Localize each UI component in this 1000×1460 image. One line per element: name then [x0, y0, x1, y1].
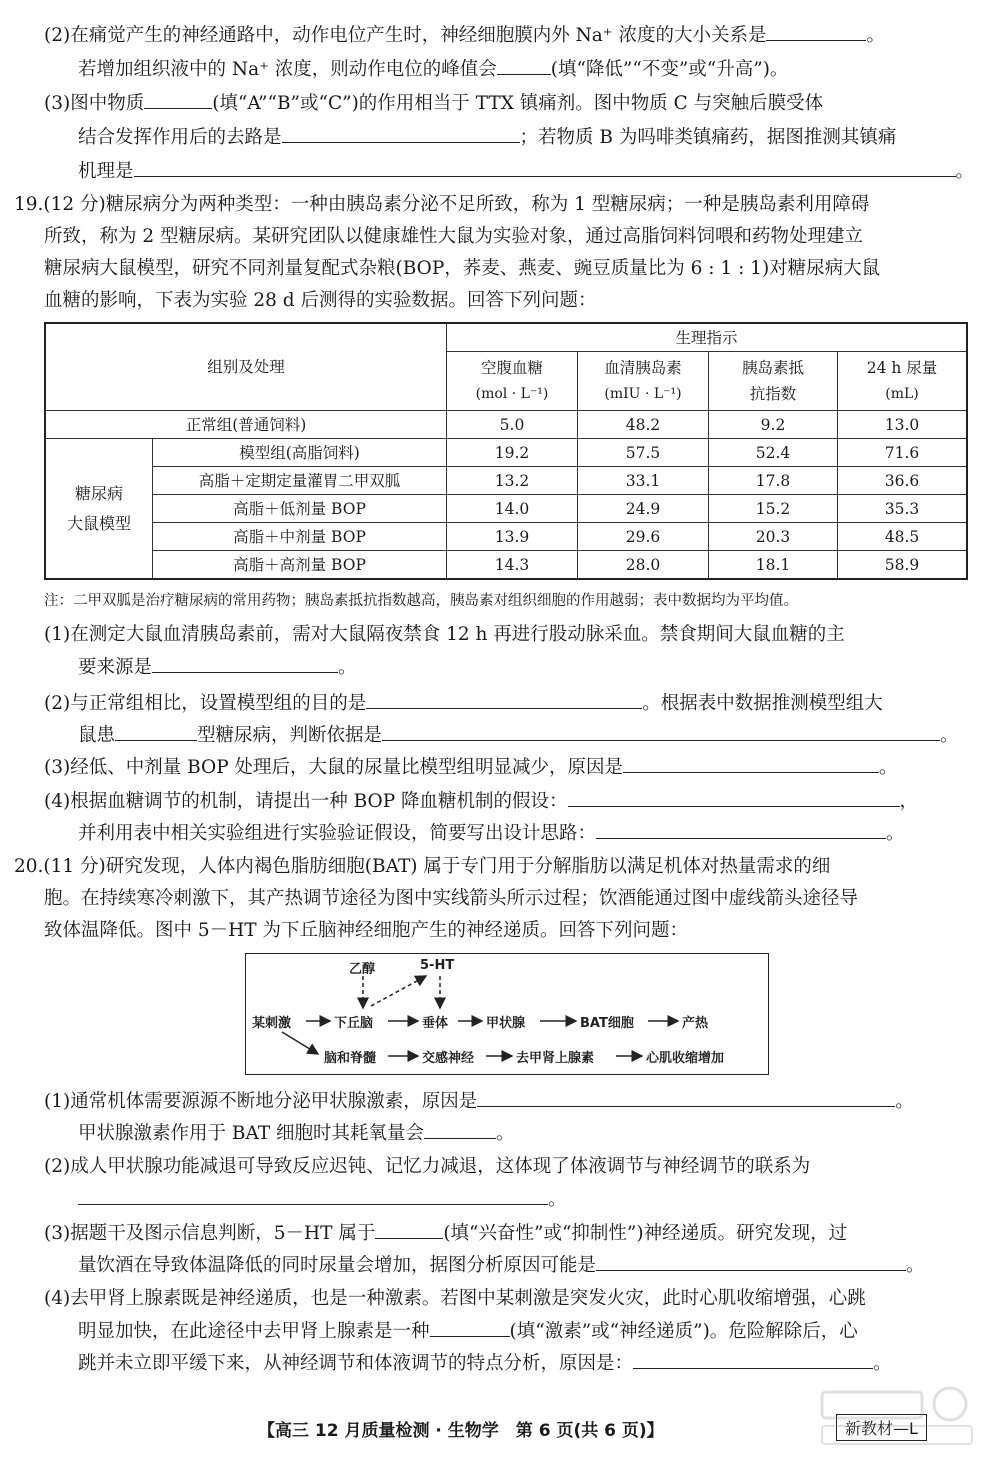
q20-part-4-line-3: 跳并未立即平缓下来，从神经调节和体液调节的特点分析，原因是： 。 — [78, 1348, 892, 1379]
q19-stem-line-4: 血糖的影响，下表为实验 28 d 后测得的实验数据。回答下列问题： — [44, 290, 597, 311]
footer-title: 【高三 12 月质量检测 · 生物学 第 6 页(共 6 页)】 — [258, 1421, 664, 1441]
node-5ht: 5-HT — [420, 958, 455, 973]
q19-part-1-line-1: (1)在测定大鼠血清胰岛素前，需对大鼠隔夜禁食 12 h 再进行股动脉采血。禁食期间大鼠血糖的主 — [44, 624, 845, 645]
answer-blank[interactable] — [375, 1218, 443, 1239]
answer-blank[interactable] — [430, 1316, 510, 1337]
q19-part-4-line-2: 并利用表中相关实验组进行实验验证假设，简要写出设计思路： 。 — [78, 818, 905, 849]
dashed-arrow-5ht — [371, 976, 426, 1006]
q18-line-3: (3)图中物质 (填“A”“B”或“C”)的作用相当于 TTX 镇痛剂。图中物质 C 与突触后膜受体 — [44, 88, 823, 119]
answer-blank[interactable] — [623, 752, 879, 773]
table-header-physiology: 生理指示 — [447, 323, 968, 352]
q20-part-2-line-2: 。 — [78, 1184, 567, 1215]
answer-blank[interactable] — [78, 1184, 548, 1205]
table-row: 高脂＋低剂量 BOP 14.0 24.9 15.2 35.3 — [45, 495, 967, 523]
table-row: 高脂＋高剂量 BOP 14.3 28.0 18.1 58.9 — [45, 551, 967, 580]
col-header: 空腹血糖 (mol · L⁻¹) — [447, 352, 578, 411]
answer-blank[interactable] — [134, 156, 956, 177]
table-note: 注：二甲双胍是治疗糖尿病的常用药物；胰岛素抵抗指数越高，胰岛素对组织细胞的作用越弱；表中数据均为平均值。 — [44, 593, 798, 609]
arrow-stimulus-brain — [282, 1032, 318, 1054]
model-group-label: 糖尿病 大鼠模型 — [45, 439, 153, 580]
q19-part-3: (3)经低、中剂量 BOP 处理后，大鼠的尿量比模型组明显减少，原因是 。 — [44, 752, 898, 783]
q19-part-1-line-2: 要来源是 。 — [78, 652, 357, 683]
node-heart: 心肌收缩增加 — [646, 1051, 725, 1066]
regulation-pathway-diagram — [245, 953, 769, 1075]
q20-stem-line-3: 致体温降低。图中 5－HT 为下丘脑神经细胞产生的神经递质。回答下列问题： — [44, 920, 689, 941]
node-pituitary: 垂体 — [422, 1016, 449, 1031]
q20-part-4-line-1: (4)去甲肾上腺素既是神经递质，也是一种激素。若图中某刺激是突发火灾，此时心肌收缩增强，心跳 — [44, 1288, 866, 1309]
q20-stem-line-2: 胞。在持续寒冷刺激下，其产热调节途径为图中实线箭头所示过程；饮酒能通过图中虚线箭头途径导 — [44, 888, 859, 909]
answer-blank[interactable] — [477, 1086, 895, 1107]
node-stimulus: 某刺激 — [252, 1016, 292, 1031]
node-norepinephrine: 去甲肾上腺素 — [516, 1051, 595, 1066]
table-row: 糖尿病 大鼠模型 模型组(高脂饲料) 19.2 57.5 52.4 71.6 — [45, 439, 967, 467]
answer-blank[interactable] — [596, 1250, 906, 1271]
col-header: 24 h 尿量 (mL) — [838, 352, 968, 411]
q20-part-2-line-1: (2)成人甲状腺功能减退可导致反应迟钝、记忆力减退，这体现了体液调节与神经调节的联系为 — [44, 1156, 811, 1177]
q18-line-5: 机理是 。 — [78, 156, 974, 187]
edition-tag: 新教材—L — [836, 1414, 927, 1441]
answer-blank[interactable] — [282, 122, 520, 143]
answer-blank[interactable] — [382, 720, 940, 741]
answer-blank[interactable] — [115, 720, 197, 741]
question-number: 19. — [14, 194, 44, 215]
answer-blank[interactable] — [766, 20, 866, 41]
q20-stem-line-1: 20.(11 分)研究发现，人体内褐色脂肪细胞(BAT) 属于专门用于分解脂肪以满足机体对热量需求的细 — [14, 856, 831, 877]
answer-blank[interactable] — [424, 1118, 496, 1139]
answer-blank[interactable] — [366, 688, 642, 709]
table-row: 高脂＋中剂量 BOP 13.9 29.6 20.3 48.5 — [45, 523, 967, 551]
q18-line-1: (2)在痛觉产生的神经通路中，动作电位产生时，神经细胞膜内外 Na⁺ 浓度的大小关系是 。 — [44, 20, 885, 51]
answer-blank[interactable] — [568, 786, 900, 807]
answer-blank[interactable] — [144, 88, 212, 109]
data-table — [44, 322, 968, 580]
col-header: 血清胰岛素 (mIU · L⁻¹) — [578, 352, 709, 411]
q20-part-4-line-2: 明显加快，在此途径中去甲肾上腺素是一种 (填“激素”或“神经递质”)。危险解除后，心 — [78, 1316, 858, 1347]
q20-part-1-line-1: (1)通常机体需要源源不断地分泌甲状腺激素，原因是 。 — [44, 1086, 914, 1117]
answer-blank[interactable] — [152, 652, 338, 673]
q20-part-3-line-1: (3)据题干及图示信息判断，5－HT 属于 (填“兴奋性”或“抑制性”)神经递质。研究发现，过 — [44, 1218, 847, 1249]
q19-stem-line-1: 19.(12 分)糖尿病分为两种类型：一种由胰岛素分泌不足所致，称为 1 型糖尿病；一种是胰岛素利用障碍 — [14, 194, 870, 215]
q19-part-4-line-1: (4)根据血糖调节的机制，请提出一种 BOP 降血糖机制的假设： ， — [44, 786, 918, 817]
q20-part-1-line-2: 甲状腺激素作用于 BAT 细胞时其耗氧量会 。 — [78, 1118, 515, 1149]
q19-part-2-line-1: (2)与正常组相比，设置模型组的目的是 。根据表中数据推测模型组大 — [44, 688, 883, 719]
node-hypothalamus: 下丘脑 — [334, 1016, 374, 1031]
q20-part-3-line-2: 量饮酒在导致体温降低的同时尿量会增加，据图分析原因可能是 。 — [78, 1250, 925, 1281]
answer-blank[interactable] — [596, 818, 886, 839]
q19-part-2-line-2: 鼠患 型糖尿病，判断依据是 。 — [78, 720, 959, 751]
watermark-logo — [812, 1382, 982, 1452]
node-thyroid: 甲状腺 — [486, 1016, 526, 1031]
q18-line-4: 结合发挥作用后的去路是 ；若物质 B 为吗啡类镇痛药，据图推测其镇痛 — [78, 122, 896, 153]
answer-blank[interactable] — [633, 1348, 873, 1369]
node-sympathetic: 交感神经 — [422, 1051, 475, 1066]
q19-stem-line-2: 所致，称为 2 型糖尿病。某研究团队以健康雄性大鼠为实验对象，通过高脂饲料饲喂和药物处理建立 — [44, 226, 864, 247]
q18-line-2: 若增加组织液中的 Na⁺ 浓度，则动作电位的峰值会 (填“降低”“不变”或“升高”)。 — [78, 54, 788, 85]
question-number: 20. — [14, 856, 44, 877]
table-header-group: 组别及处理 — [45, 323, 447, 411]
table-row: 高脂＋定期定量灌胃二甲双胍 13.2 33.1 17.8 36.6 — [45, 467, 967, 495]
q19-stem-line-3: 糖尿病大鼠模型，研究不同剂量复配式杂粮(BOP，荞麦、燕麦、豌豆质量比为 6 : 1 : 1)对糖尿病大鼠 — [44, 258, 881, 279]
col-header: 胰岛素抵 抗指数 — [709, 352, 838, 411]
node-bat-cell: BAT细胞 — [580, 1016, 634, 1031]
node-ethanol: 乙醇 — [349, 962, 376, 977]
node-heat: 产热 — [682, 1016, 709, 1031]
node-brain-spine: 脑和脊髓 — [324, 1051, 377, 1066]
table-row: 正常组(普通饲料) 5.0 48.2 9.2 13.0 — [45, 411, 967, 439]
answer-blank[interactable] — [497, 54, 551, 75]
